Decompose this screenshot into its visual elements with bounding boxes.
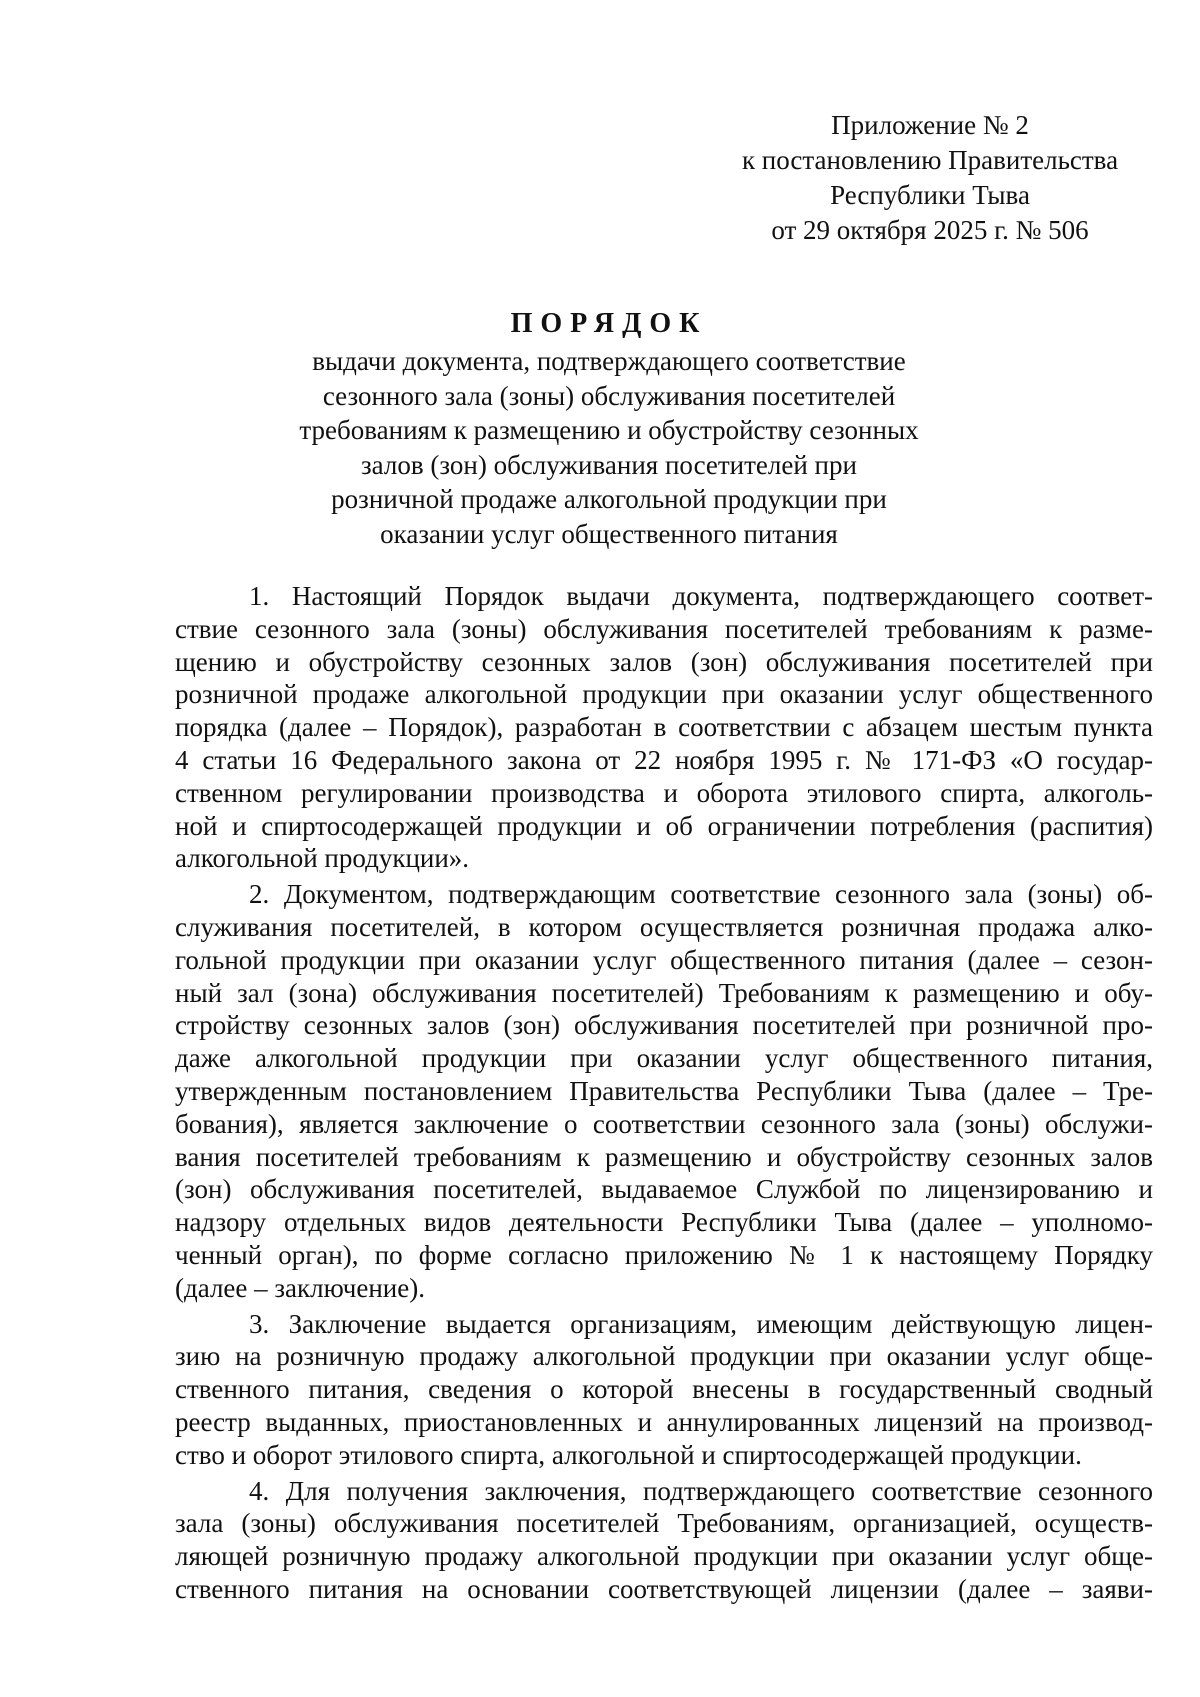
text-line: розничной продаже алкогольной продукции при оказании услуг общественного <box>175 679 1153 710</box>
text-line: стройству сезонных залов (зон) обслуживания посетителей при розничной про- <box>175 1010 1153 1041</box>
document-subtitle <box>150 344 1068 551</box>
text-line: (зон) обслуживания посетителей, выдаваемое Службой по лицензированию и <box>175 1174 1153 1205</box>
text-line: 3. Заключение выдается организациям, имеющим действующую лицен- <box>249 1308 1153 1339</box>
text-line: ственного питания, сведения о которой внесены в государственный сводный <box>175 1374 1153 1405</box>
text-line: ченный орган), по форме согласно приложению № 1 к настоящему Порядку <box>175 1239 1153 1270</box>
text-line: 4. Для получения заключения, подтверждающего соответствие сезонного <box>249 1475 1153 1506</box>
text-line: ство и оборот этилового спирта, алкогольной и спиртосодержащей продукции. <box>175 1439 1082 1470</box>
document-body <box>175 580 1153 1609</box>
text-line: служивания посетителей, в котором осуществляется розничная продажа алко- <box>175 911 1153 942</box>
text-line: ляющей розничную продажу алкогольной продукции при оказании услуг обще- <box>175 1541 1153 1572</box>
paragraph-1 <box>175 580 1153 875</box>
text-line: зию на розничную продажу алкогольной продукции при оказании услуг обще- <box>175 1341 1153 1372</box>
paragraph-2 <box>175 878 1153 1304</box>
text-line: даже алкогольной продукции при оказании услуг общественного питания, <box>175 1043 1153 1074</box>
text-line: алкогольной продукции». <box>175 843 470 874</box>
text-line: зала (зоны) обслуживания посетителей Требованиям, организацией, осуществ- <box>175 1508 1153 1539</box>
text-line: реестр выданных, приостановленных и аннулированных лицензий на производ- <box>175 1406 1153 1437</box>
text-line: щению и обустройству сезонных залов (зон) обслуживания посетителей при <box>175 646 1153 677</box>
text-line: ствие сезонного зала (зоны) обслуживания посетителей требованиям к разме- <box>175 613 1153 644</box>
subtitle-line: оказании услуг общественного питания <box>380 518 838 549</box>
text-line: 2. Документом, подтверждающим соответствие сезонного зала (зоны) об- <box>249 879 1153 910</box>
subtitle-line: сезонного зала (зоны) обслуживания посетителей <box>322 380 896 411</box>
appendix-number: Приложение № 2 <box>831 110 1029 140</box>
text-line: порядка (далее – Порядок), разработан в соответствии с абзацем шестым пункта <box>175 712 1153 743</box>
text-line: ственном регулировании производства и оборота этилового спирта, алкоголь- <box>175 777 1153 808</box>
subtitle-line: требованиям к размещению и обустройству сезонных <box>299 415 919 445</box>
text-line: ной и спиртосодержащей продукции и об ограничении потребления (распития) <box>175 810 1153 841</box>
text-line: вания посетителей требованиям к размещению и обустройству сезонных залов <box>175 1141 1153 1172</box>
text-line: бования), является заключение о соответствии сезонного зала (зоны) обслужи- <box>175 1108 1153 1139</box>
paragraph-3 <box>175 1308 1153 1472</box>
text-line: 1. Настоящий Порядок выдачи документа, подтверждающего соответ- <box>249 581 1153 611</box>
text-line: ственного питания на основании соответствующей лицензии (далее – заяви- <box>175 1573 1153 1604</box>
subtitle-line: розничной продаже алкогольной продукции при <box>331 484 887 514</box>
appendix-republic: Республики Тыва <box>830 180 1030 210</box>
text-line: надзору отдельных видов деятельности Республики Тыва (далее – уполномо- <box>175 1207 1153 1238</box>
text-line: ный зал (зона) обслуживания посетителей) Требованиям к размещению и обу- <box>175 977 1153 1008</box>
appendix-reference: к постановлению Правительства <box>741 145 1119 175</box>
document-title: ПОРЯДОК <box>510 308 708 339</box>
text-line: утвержденным постановлением Правительства Республики Тыва (далее – Тре- <box>175 1075 1153 1106</box>
paragraph-4 <box>175 1475 1153 1606</box>
text-line: (далее – заключение). <box>175 1272 425 1303</box>
text-line: гольной продукции при оказании услуг общественного питания (далее – сезон- <box>175 944 1153 975</box>
appendix-date: от 29 октября 2025 г. № 506 <box>771 215 1089 245</box>
appendix-header <box>700 108 1160 248</box>
text-line: 4 статьи 16 Федерального закона от 22 ноября 1995 г. № 171-ФЗ «О государ- <box>175 744 1153 775</box>
subtitle-line: залов (зон) обслуживания посетителей при <box>361 449 857 480</box>
subtitle-line: выдачи документа, подтверждающего соответствие <box>312 346 906 376</box>
